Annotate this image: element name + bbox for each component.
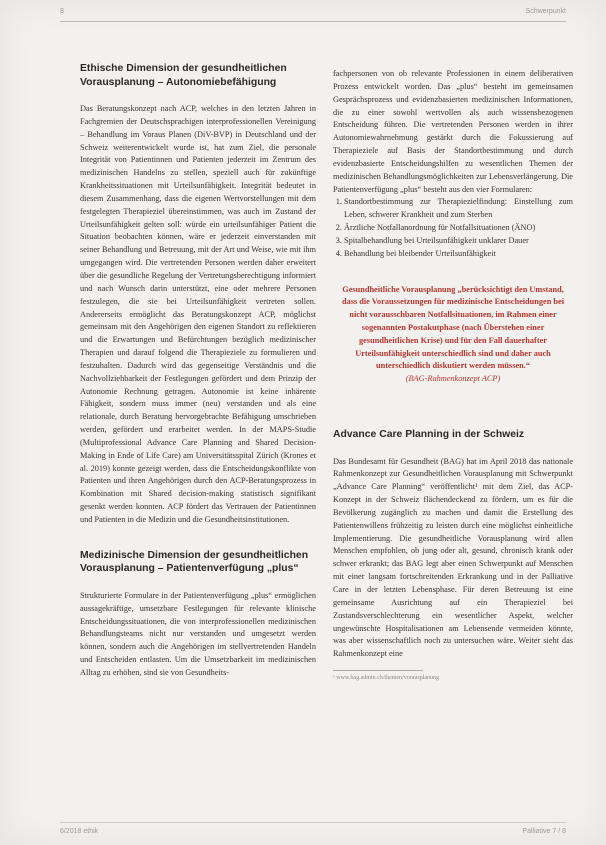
pull-quote-source: (BAG-Rahmenkonzept ACP) [405, 374, 501, 384]
heading-medizinische-dimension: Medizinische Dimension der gesundheitlichen Vorausplanung – Patientenverfügung „plus“ [80, 549, 309, 575]
list-item: 3. Spitalbehandlung bei Urteilsunfähigkeit unklarer Dauer [344, 235, 573, 248]
paragraph-acp-schweiz: Das Bundesamt für Gesundheit (BAG) hat im April 2018 das nationale Rahmenkonzept zur Gesundheitlichen Vorausplanung mit Schwerpunkt „Advance Care Planning“ veröffentlicht¹ mit dem Ziel, das ACP-Konzept in der Schweiz flächendeckend zu fördern, um es für die Bevölkerung zugänglich zu machen und damit die Erstellung des Patientenwillens frühzeitig zu leisten durch eine möglichst einheitliche Implementierung. Die gesundheitliche Vorausplanung wird allen Menschen empfohlen, ob jung oder alt, gesund, chronisch krank oder schwer erkrankt; das BAG legt aber einen Schwerpunkt auf Menschen mit einer langsam fortschreitenden Erkrankung und in der Palliative Care in der letzten Lebensphase. Für deren Betreuung ist eine gemeinsame Ausrichtung auf ein Therapieziel bei Zustandsverschlechterung ein wesentlicher Aspekt, welcher ungewünschte Hospitalisationen am Lebensende vermeiden könnte, was aber wissenschaftlich noch zu untersuchen wäre. Weiter sieht das Rahmenkonzept eine [333, 456, 573, 659]
list-item: 1. Standortbestimmung zur Therapiezielfindung: Einstellung zum Leben, schwerer Krankheit und zum Sterben [344, 196, 573, 222]
paragraph-medizinische-dimension: Strukturierte Formulare in der Patientenverfügung „plus“ ermöglichen aussagekräftige, umsetzbare Festlegungen für relevante klinische Entscheidungssituationen, die von interprofessionellen medizinischen Behandlungsteams nicht nur verstanden und umgesetzt werden können, sondern auch die Angehörigen im stellvertretenden Handeln und Entscheiden entlasten. Um die Umsetzbarkeit im medizinischen Alltag zu erhöhen, sind sie von Gesundheits- [80, 590, 316, 677]
footer-right: Palliative 7 / 8 [522, 828, 566, 835]
paragraph-patientenverfuegung: fachpersonen von ob relevante Professionen in einem deliberativen Prozess entwickelt worden. Das „plus“ besteht im gemeinsamen Gesprächsprozess und evidenzbasierten medizinischen Informationen, die zu einer sowohl wertvollen als auch wissensbezogenen Entscheidung führen. Die vertretenden Personen werden in ihrer Autonomiewahrnehmung gestärkt durch die Fokussierung auf Therapieziele auf Basis der Standortbestimmung und durch evidenzbasierte Entscheidungshilfen zu wesentlichen Themen der medizinischen Behandlungsmöglichkeiten zur Lebensverlängerung. Die Patientenverfügung „plus“ besteht aus den vier Formularen: [333, 69, 573, 194]
formular-list [333, 196, 573, 260]
header-rule [60, 21, 566, 22]
footer-rule [60, 822, 566, 823]
footer-left: 6/2018 ethik [60, 828, 99, 835]
pull-quote-text: Gesundheitliche Vorausplanung „berücksichtigt den Umstand, dass die Voraussetzungen für medizinische Entscheidungen bei nicht vorausschbaren Notfallsituationen, im Rahmen einer sogenannten Postakutphase (nach Überstehen einer gesundheitlichen Krise) und für den Fall dauerhafter Urteilsunfähigkeit unterschiedlich sind und daher auch unterschiedlich diskutiert werden müssen.“ [341, 284, 565, 371]
left-column [80, 62, 316, 680]
heading-ethische-dimension: Ethische Dimension der gesundheitlichen Vorausplanung – Autonomiebefähigung [80, 63, 287, 88]
list-item: 4. Behandlung bei bleibender Urteilsunfähigkeit [344, 248, 573, 261]
heading-acp-schweiz: Advance Care Planning in der Schweiz [333, 429, 525, 441]
page-number: 8 [60, 8, 64, 15]
pull-quote [337, 284, 569, 386]
list-item: 2. Ärztliche Notfallanordnung für Notfallsituationen (ÄNO) [344, 222, 573, 235]
footnote: ¹ www.bag.admin.ch/themen/vorausplanung [333, 670, 423, 682]
section-label: Schwerpunkt [525, 8, 566, 15]
right-column [333, 68, 573, 682]
paragraph-ethische-dimension: Das Beratungskonzept nach ACP, welches in den letzten Jahren in Fachgremien der Deutschsprachigen interprofessionellen Vereinigung – Behandlung im Voraus Planen (DiV-BVP) in Deutschland und der Schweiz weiterentwickelt wurde ist, hat zum Ziel, die personale Integrität von Patientinnen und Patienten jederzeit im Zentrum des medizinischen Handelns zu stellen, speziell auch für zukünftige Krankheitssituationen mit Urteilsunfähigkeit. Integrität bedeutet in diesem Zusammenhang, dass die eigenen Wertvorstellungen mit dem festgelegten Therapieziel übereinstimmen, was auch im Zustand der Urteilsunfähigkeit gelten soll: würde ein urteilsunfähiger Patient die Situation beobachten können, wäre er jederzeit einverstanden mit seiner Behandlung und Betreuung, mit der Art und Weise, wie mit ihm umgegangen wird. Die vertretenden Personen werden daher erweitert über die gesundliche Regelung der Vertretungsberechtigung informiert und nach Wunsch darin unterstützt, eine oder mehrere Personen festzulegen, die sie bei Urteilsunfähigkeit vertreten sollen. Andererseits ermöglicht das Beratungskonzept ACP, möglichst gemeinsam mit den Angehörigen den eigenen Standort zu reflektieren und die Erwartungen und Befürchtungen bezüglich medizinischer Therapien und darauf folgend die Therapieziele zu formulieren und festzuhalten. Dadurch wird das gegenseitige Verständnis und die Nachvollziehbarkeit der Festlegungen gefördert und dem Prinzip der Autonomie Rechnung getragen. Autonomie ist keine inhärente Fähigkeit, sondern muss immer (neu) verstanden und als eine relationale, durch Beratung hervorgebrachte Befähigung umschrieben werden, gefördert und erarbeitet werden. In der MAPS-Studie (Multiprofessional Advance Care Planning and Shared Decision-Making in Ende of Life Care) am Universitätsspital Zürich (Krones et al. 2019) konnte gezeigt werden, dass die Entscheidungskonflikte von Patienten und ihren Angehörigen durch den ACP-Beratungsprozess in Kombination mit Shared decision-making statistisch signifikant gesenkt werden konnten. ACP fördert das Vertrauen der Patientinnen und Patienten in die Medizin und die Gesundheitsinstitutionen. [80, 104, 316, 524]
